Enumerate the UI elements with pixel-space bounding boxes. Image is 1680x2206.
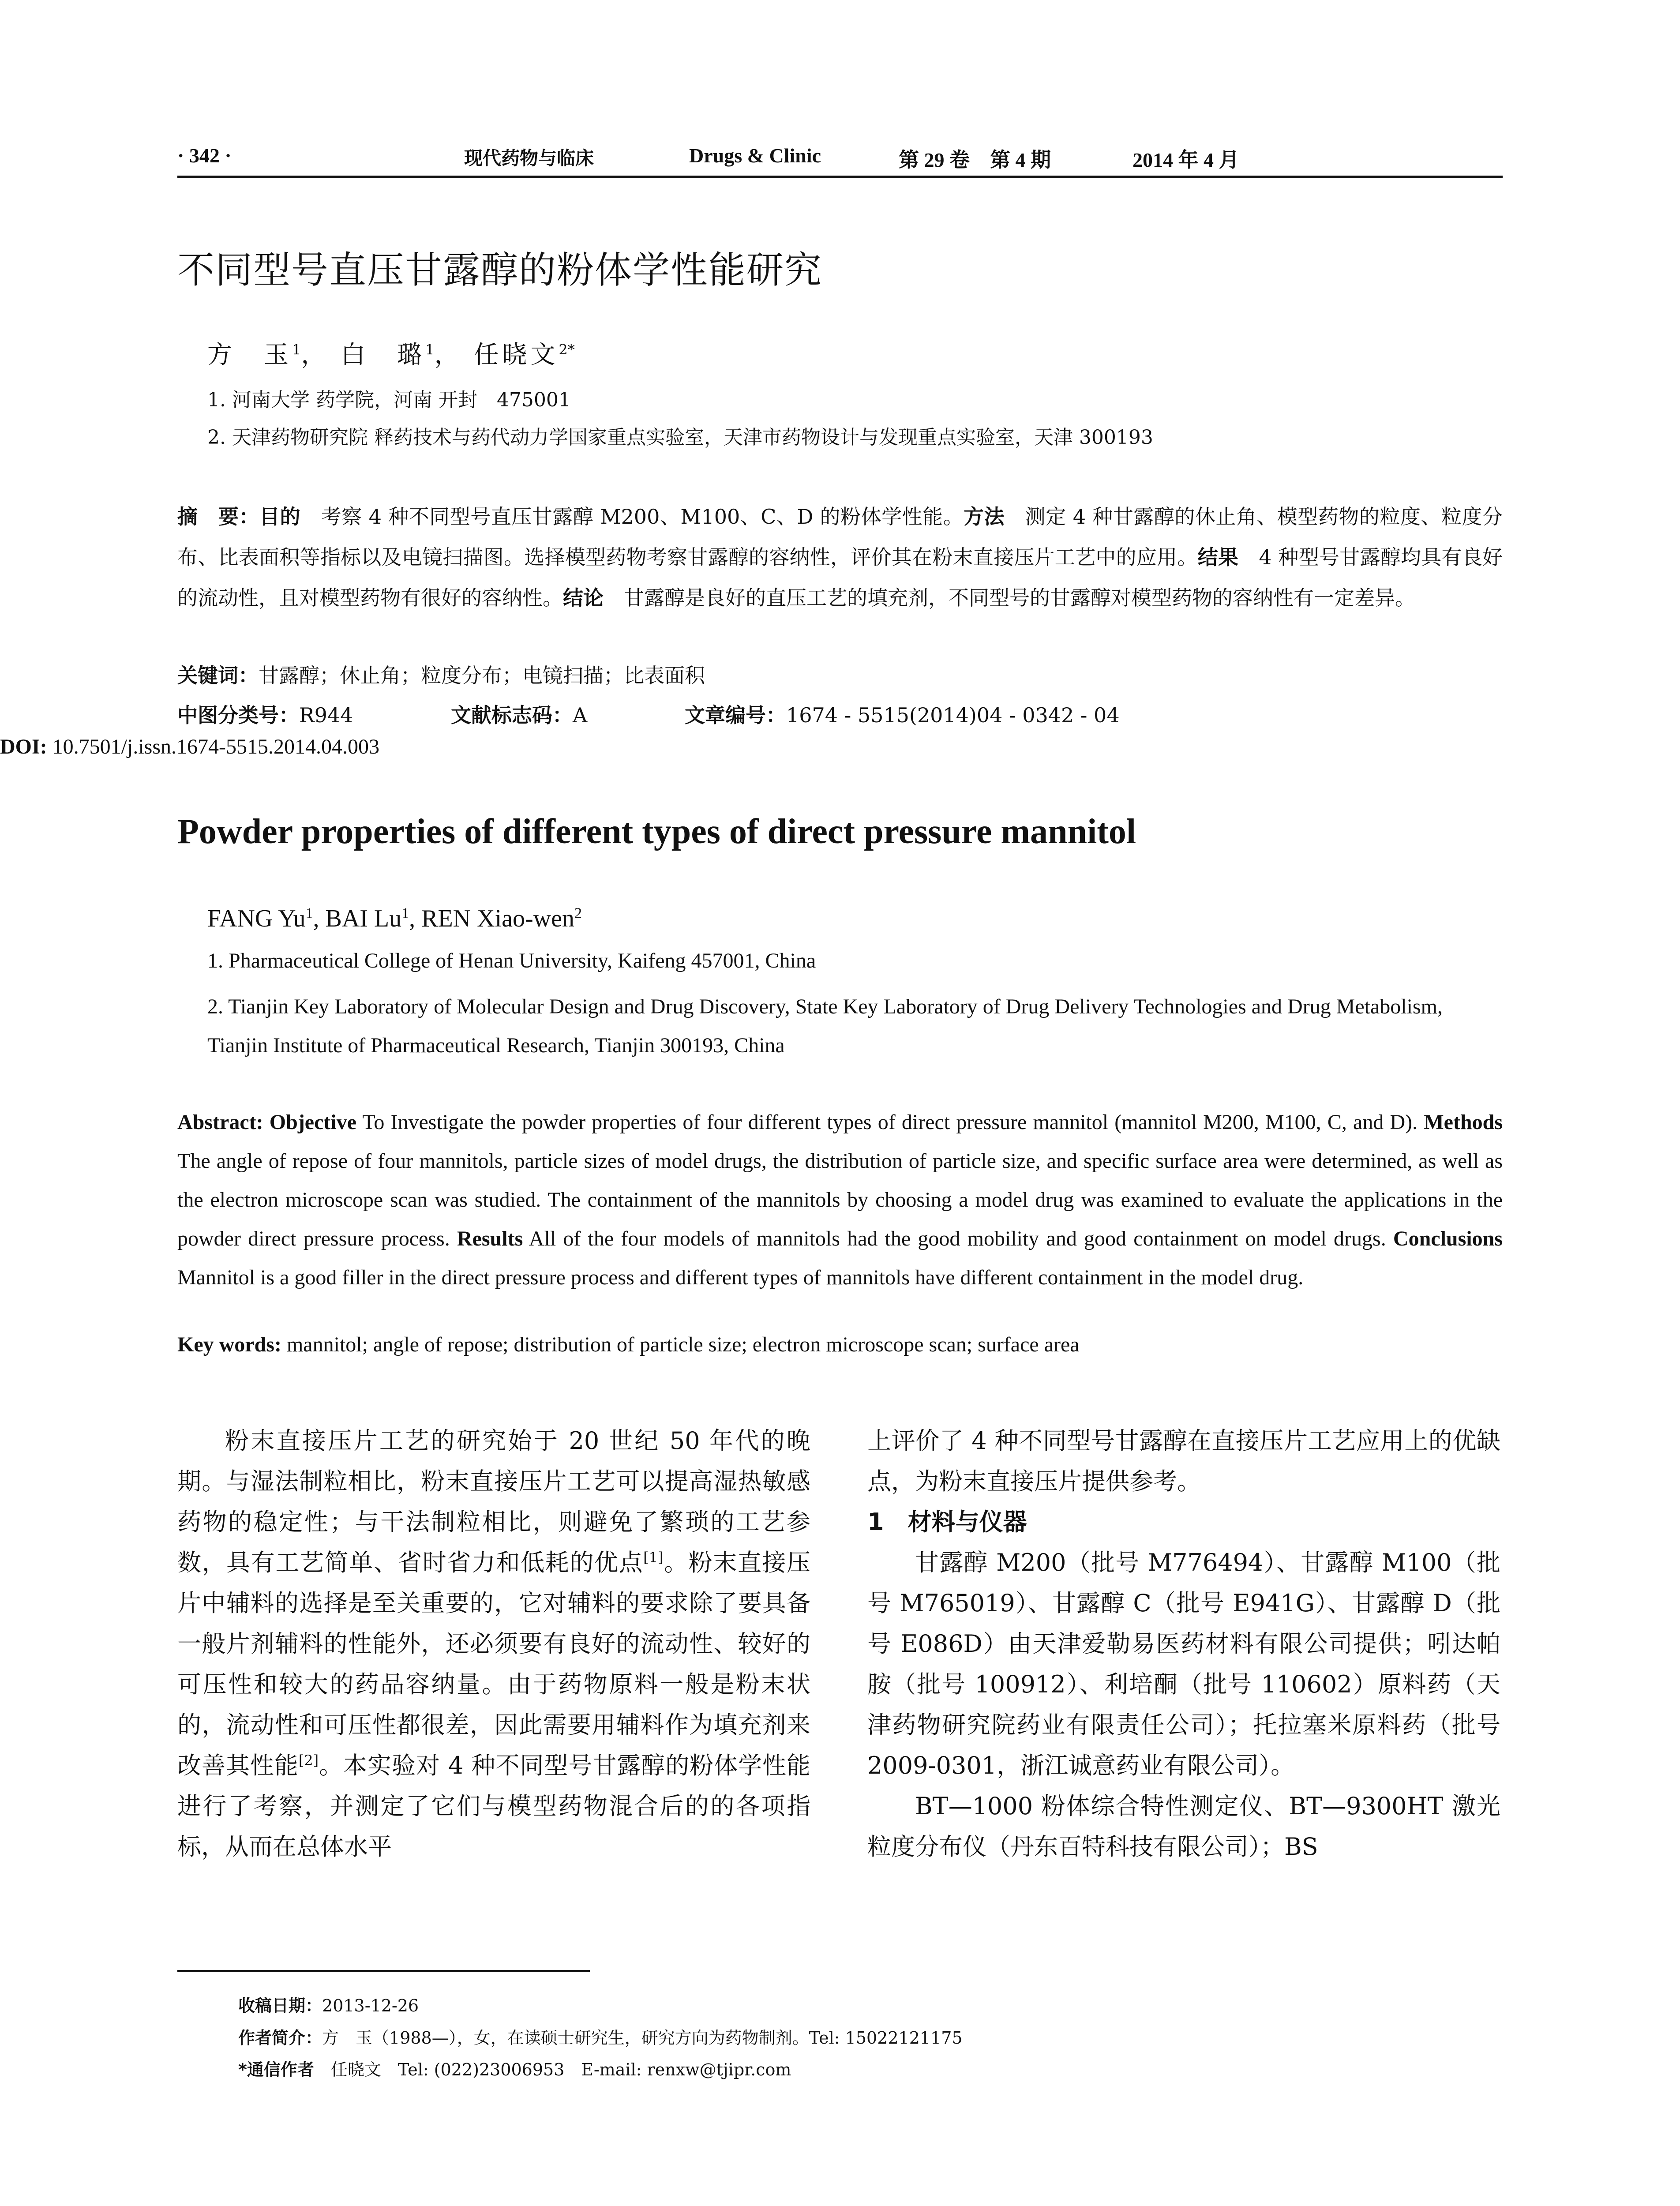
- author-name: 白 璐: [341, 341, 426, 369]
- issue-date: 2014 年 4 月: [1132, 149, 1239, 171]
- author-separator: ,: [313, 905, 326, 932]
- affiliation-cn: 2. 天津药物研究院 释药技术与药代动力学国家重点实验室，天津市药物设计与发现重点实验室，天津 300193: [207, 426, 1153, 449]
- citation-ref[interactable]: [1]: [643, 1549, 664, 1566]
- keywords-en: [177, 1332, 1503, 1357]
- affiliation-en: 2. Tianjin Key Laboratory of Molecular Design and Drug Discovery, State Key Laboratory of Drug Delivery Technologies and Drug Metabolism, Tianjin Institute of Pharmaceutical Research, Tianjin 300193, China: [207, 995, 1443, 1057]
- author-affiliation-mark: 1: [425, 341, 435, 358]
- author-separator: ，: [434, 341, 463, 369]
- methods-text: 测定 4 种甘露醇的休止角、模型药物的粒度、粒度分布、比表面积等指标以及电镜扫描图。选择模型药物考察甘露醇的容纳性，评价其在粉末直接压片工艺中的应用。: [177, 505, 1503, 569]
- body-paragraph: [177, 1421, 810, 1867]
- article-title-en: Powder properties of different types of direct pressure mannitol: [177, 812, 1136, 851]
- author-name: REN Xiao-wen: [421, 905, 574, 932]
- footnote-label: 收稿日期：: [238, 1996, 322, 2015]
- methods-label: Methods: [1424, 1111, 1503, 1134]
- article-no-value: 1674 - 5515(2014)04 - 0342 - 04: [786, 703, 1120, 727]
- objective-text: To Investigate the powder properties of four different types of direct pressure mannitol (mannitol M200, M100, C, and D).: [356, 1111, 1424, 1134]
- doi-value: 10.7501/j.issn.1674-5515.2014.04.003: [47, 735, 380, 758]
- doc-code-label: 文献标志码：: [451, 703, 573, 727]
- objective-label: 目的: [259, 505, 301, 529]
- doi-label: DOI:: [0, 735, 47, 758]
- keywords-label: Key words:: [177, 1333, 281, 1356]
- author-affiliation-mark: 1: [305, 905, 313, 922]
- section-heading: 1 材料与仪器: [867, 1508, 1027, 1536]
- results-text: All of the four models of mannitols had the good mobility and good containment on model drugs.: [523, 1227, 1393, 1250]
- author-name: BAI Lu: [325, 905, 402, 932]
- article-no-field: [685, 695, 1120, 735]
- methods-label: 方法: [964, 505, 1005, 529]
- author-separator: ,: [409, 905, 422, 932]
- objective-text: 考察 4 种不同型号直压甘露醇 M200、M100、C、D 的粉体学性能。: [300, 505, 964, 529]
- conclusions-text: Mannitol is a good filler in the direct pressure process and different types of mannitols have different containment in the model drug.: [177, 1266, 1304, 1289]
- keywords-text: mannitol; angle of repose; distribution of particle size; electron microscope scan; surface area: [281, 1333, 1080, 1356]
- affiliation-cn: 1. 河南大学 药学院，河南 开封 475001: [207, 389, 571, 411]
- doc-code-field: [451, 695, 685, 735]
- author-separator: ，: [301, 341, 330, 369]
- authors-en: [207, 904, 582, 933]
- authors-cn: [207, 335, 575, 371]
- abstract-label: 摘 要：: [177, 505, 260, 529]
- running-header: [177, 140, 1503, 178]
- results-text: 4 种型号甘露醇均具有良好的流动性，且对模型药物有很好的容纳性。: [177, 545, 1503, 610]
- footnote-label: 作者简介：: [238, 2028, 322, 2048]
- footnote-corresponding-author: [238, 2056, 791, 2080]
- abstract-cn: [177, 496, 1503, 618]
- body-column-right: [867, 1421, 1500, 1867]
- abstract-objective-label: Abstract: Objective: [177, 1111, 357, 1134]
- journal-name-en: Drugs & Clinic: [689, 144, 821, 167]
- results-label: Results: [457, 1227, 523, 1250]
- author-affiliation-mark: 1: [401, 905, 409, 922]
- author-name: 方 玉: [207, 341, 292, 369]
- page-number: · 342 ·: [177, 144, 232, 167]
- body-text: 粉末直接压片工艺的研究始于 20 世纪 50 年代的晚期。与湿法制粒相比，粉末直接压片工艺可以提高湿热敏感药物的稳定性；与干法制粒相比，则避免了繁琐的工艺参数，具有工艺简单、省时省力和低耗的优点: [177, 1427, 810, 1576]
- classification-line: [177, 695, 1503, 735]
- methods-text: The angle of repose of four mannitols, particle sizes of model drugs, the distribution of particle size, and specific surface area were determined, as well as the electron microscope scan was studied. The containment of the mannitols by choosing a model drug was examined to evaluate the applications in the powder direct pressure process.: [177, 1149, 1503, 1250]
- conclusions-label: Conclusions: [1393, 1227, 1503, 1250]
- volume-issue: 第 29 卷 第 4 期: [899, 149, 1051, 171]
- body-paragraph: 甘露醇 M200（批号 M776494）、甘露醇 M100（批号 M765019）、甘露醇 C（批号 E941G）、甘露醇 D（批号 E086D）由天津爱勒易医药材料有限公司提供；吲达帕胺（批号 100912）、利培酮（批号 110602）原料药（天津药物研究院药业有限责任公司）；托拉塞米原料药（批号 2009-0301，浙江诚意药业有限公司）。: [867, 1549, 1500, 1779]
- keywords-label: 关键词：: [177, 664, 259, 687]
- author-affiliation-mark: 1: [292, 341, 301, 358]
- body-text: 。粉末直接压片中辅料的选择是至关重要的，它对辅料的要求除了要具备一般片剂辅料的性能外，还必须要有良好的流动性、较好的可压性和较大的药品容纳量。由于药物原料一般是粉末状的，流动性和可压性都很差，因此需要用辅料作为填充剂来改善其性能: [177, 1549, 811, 1779]
- author-name: 任晓文: [474, 341, 559, 369]
- footnote-value: 任晓文 Tel: (022)23006953 E-mail: renxw@tjipr.com: [314, 2060, 791, 2079]
- body-paragraph: BT—1000 粉体综合特性测定仪、BT—9300HT 激光粒度分布仪（丹东百特科技有限公司）；BS: [867, 1792, 1500, 1861]
- journal-name-cn: 现代药物与临床: [464, 147, 594, 169]
- article-no-label: 文章编号：: [685, 703, 786, 727]
- keywords-cn: [177, 655, 1503, 696]
- footnote-received: [238, 1992, 419, 2016]
- clc-field: [177, 695, 451, 735]
- doi-line: [0, 735, 379, 759]
- keywords-text: 甘露醇；休止角；粒度分布；电镜扫描；比表面积: [259, 664, 705, 687]
- results-label: 结果: [1197, 545, 1239, 569]
- body-column-left: [177, 1421, 810, 1867]
- clc-label: 中图分类号：: [177, 703, 299, 727]
- footnote-value: 2013-12-26: [322, 1996, 419, 2015]
- author-name: FANG Yu: [207, 905, 306, 932]
- article-title-cn: 不同型号直压甘露醇的粉体学性能研究: [177, 248, 823, 292]
- conclusions-text: 甘露醇是良好的直压工艺的填充剂，不同型号的甘露醇对模型药物的容纳性有一定差异。: [604, 586, 1415, 610]
- clc-value: R944: [299, 703, 353, 727]
- footnote-author-bio: [238, 2024, 963, 2048]
- footnote-value: 方 玉（1988—），女，在读硕士研究生，研究方向为药物制剂。Tel: 15022121175: [322, 2028, 963, 2048]
- body-text: 。本实验对 4 种不同型号甘露醇的粉体学性能进行了考察，并测定了它们与模型药物混合后的的各项指标，从而在总体水平: [177, 1752, 811, 1861]
- conclusions-label: 结论: [563, 586, 604, 610]
- abstract-en: [177, 1103, 1503, 1297]
- footnote-label: *通信作者: [238, 2060, 314, 2079]
- doc-code-value: A: [573, 703, 588, 727]
- body-paragraph: 上评价了 4 种不同型号甘露醇在直接压片工艺应用上的优缺点，为粉末直接压片提供参考。: [867, 1427, 1500, 1495]
- affiliation-en: 1. Pharmaceutical College of Henan University, Kaifeng 457001, China: [207, 949, 816, 972]
- author-affiliation-mark: 2*: [559, 341, 575, 358]
- citation-ref[interactable]: [2]: [298, 1752, 319, 1769]
- author-affiliation-mark: 2: [574, 905, 582, 922]
- footnote-divider: [177, 1970, 590, 1972]
